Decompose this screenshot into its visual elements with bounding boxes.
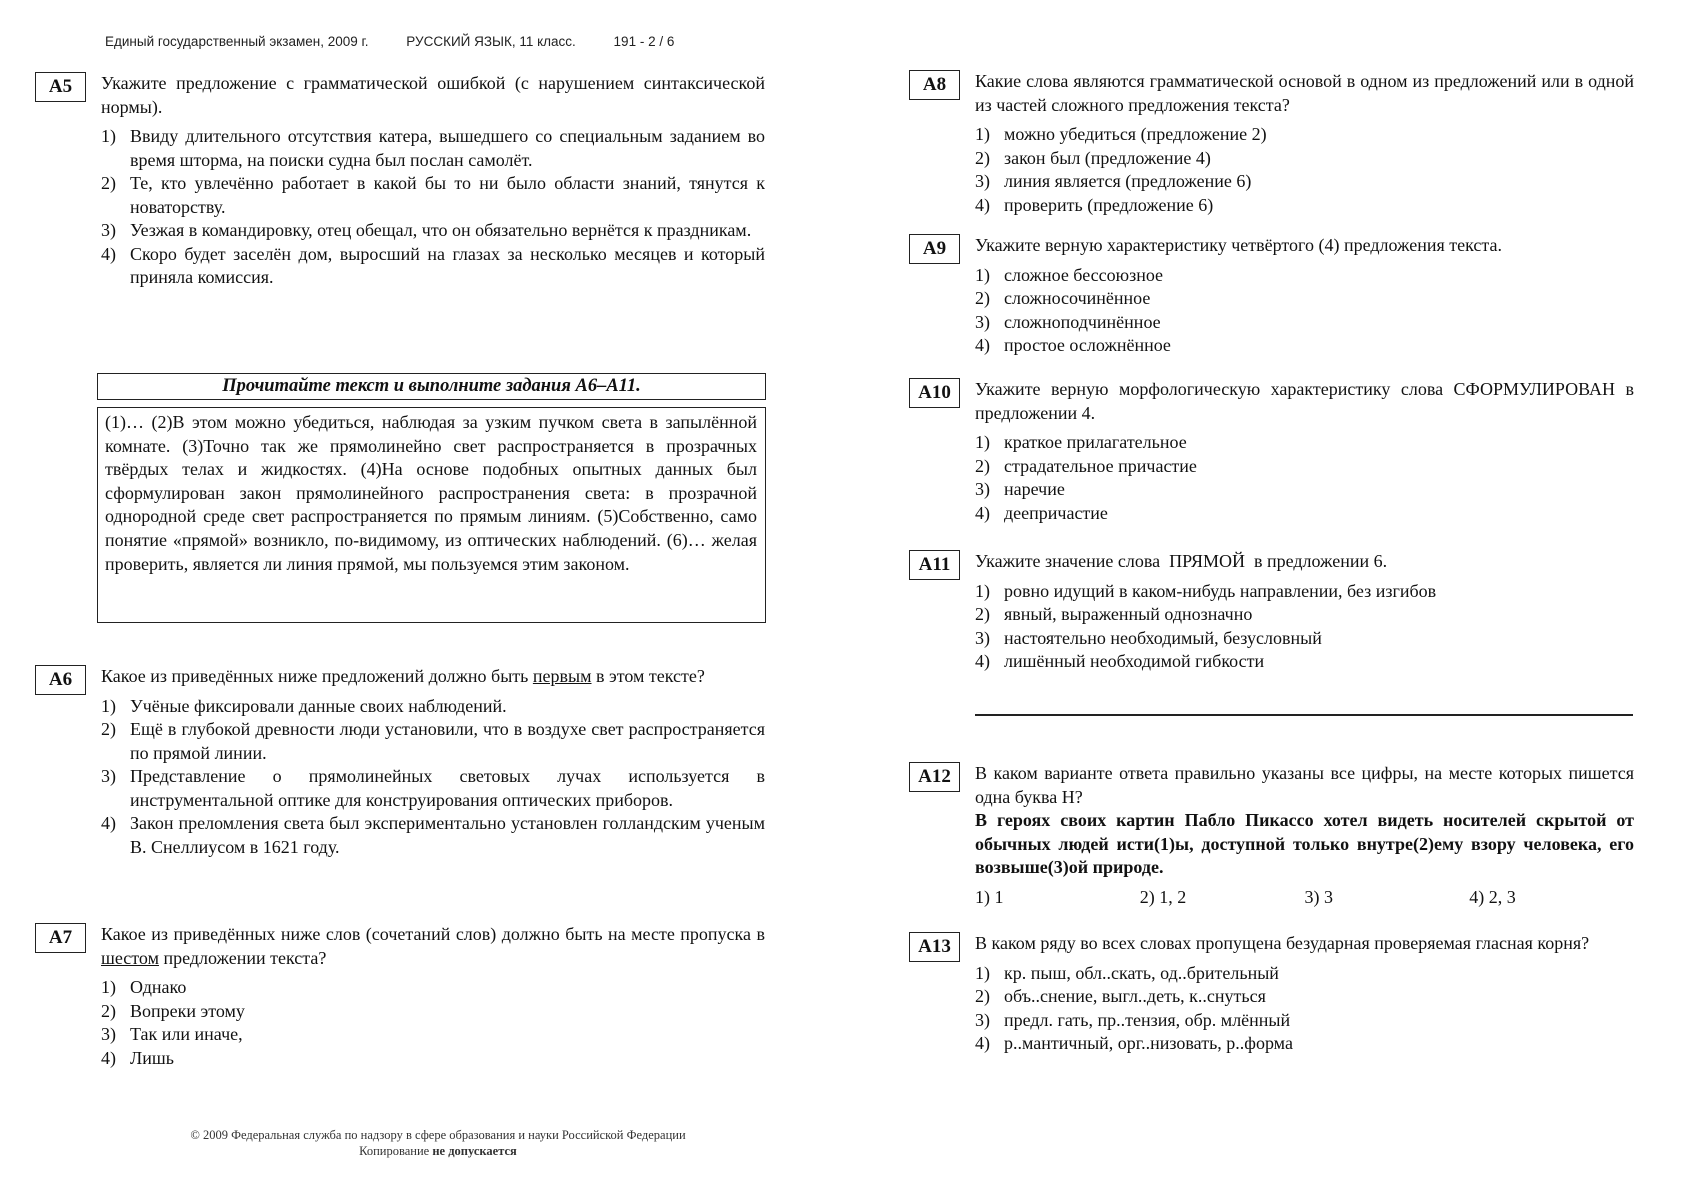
answer-option [975, 287, 1634, 311]
task-label: А5 [35, 72, 86, 102]
task-a8 [909, 70, 1634, 217]
footer-copy-note: Копирование не допускается [359, 1144, 517, 1158]
answer-option [975, 478, 1634, 502]
option-4: 4) 2, 3 [1469, 886, 1516, 907]
option-text: Закон преломления света был экспериментально установлен голландским ученым В. Снеллиусом в 1621 году. [130, 813, 765, 857]
section-divider [975, 714, 1633, 716]
option-text: закон был (предложение 4) [1004, 147, 1211, 168]
option-text: Уезжая в командировку, отец обещал, что он обязательно вернётся к праздникам. [130, 220, 752, 240]
option-text: Те, кто увлечённо работает в какой бы то ни было области знаний, тянутся к новаторству. [130, 173, 765, 217]
answer-option [975, 1032, 1634, 1056]
header-code: 191 - 2 / 6 [613, 34, 675, 49]
option-number: 1) [101, 126, 116, 146]
task-question: Укажите верную характеристику четвёртого (4) предложения текста. [975, 235, 1502, 255]
option-number: 3) [101, 766, 116, 786]
option-number: 2) [101, 173, 116, 193]
footer-copyright: © 2009 Федеральная служба по надзору в сфере образования и науки Российской Федерации [190, 1128, 686, 1142]
options-list [975, 962, 1634, 1056]
option-text: Представление о прямолинейных световых лучах используется в инструментальной оптике для конструирования оптических приборов. [130, 766, 765, 810]
option-text: р..мантичный, орг..низовать, р..форма [1004, 1033, 1293, 1053]
answer-option [975, 455, 1634, 479]
options-list [975, 264, 1634, 358]
option-text: Так или иначе, [130, 1024, 243, 1044]
task-question: Укажите значение слова ПРЯМОЙ в предложении 6. [975, 551, 1388, 571]
task-label: А8 [909, 70, 960, 100]
answer-option [101, 976, 765, 1000]
answer-option [101, 1047, 765, 1071]
answer-option [101, 172, 765, 219]
option-text: объ..снение, выгл..деть, к..снуться [1004, 986, 1266, 1006]
option-number: 4) [975, 1033, 990, 1053]
option-text: сложносочинённое [1004, 288, 1151, 308]
task-label: А6 [35, 665, 86, 695]
option-text: явный, выраженный однозначно [1004, 604, 1253, 624]
option-text: простое осложнённое [1004, 335, 1171, 355]
task-a13 [909, 932, 1634, 1056]
task-sentence: В героях своих картин Пабло Пикассо хотел видеть носителей скрытой от обычных людей исти(1)ы, доступной только внутре(2)ему взору человека, его возвыше(3)ой природе. [975, 810, 1634, 877]
options-list [101, 976, 765, 1070]
options-list [101, 695, 765, 860]
page-header [105, 30, 708, 54]
question-text-start: Какое из приведённых ниже слов (сочетаний слов) должно быть на месте пропуска в [101, 924, 765, 944]
task-a6 [35, 665, 765, 859]
task-question [101, 665, 765, 689]
answer-option [101, 1023, 765, 1047]
option-number: 3) [975, 479, 990, 499]
option-number: 4) [975, 335, 990, 355]
option-number: 2) [101, 1000, 116, 1021]
answer-option [975, 170, 1634, 194]
option-number: 1) [101, 695, 116, 716]
task-label: А13 [909, 932, 960, 962]
answer-option [101, 812, 765, 859]
option-text: страдательное причастие [1004, 455, 1197, 476]
option-number: 3) [975, 627, 990, 648]
option-number: 3) [101, 1024, 116, 1044]
options-list [101, 125, 765, 290]
option-number: 1) [101, 977, 116, 997]
task-label: А12 [909, 762, 960, 792]
option-3: 3) 3 [1304, 886, 1333, 907]
underlined-word: первым [532, 666, 592, 686]
answer-option [101, 1000, 765, 1024]
option-1: 1) 1 [975, 886, 1004, 907]
option-text: Лишь [130, 1047, 174, 1068]
task-label: А10 [909, 378, 960, 408]
task-a10 [909, 378, 1634, 525]
option-number: 4) [101, 1047, 116, 1068]
option-text: настоятельно необходимый, безусловный [1004, 627, 1322, 648]
answer-option [975, 264, 1634, 288]
option-number: 4) [101, 813, 116, 833]
answer-option [975, 431, 1634, 455]
answer-option [101, 765, 765, 812]
answer-option [101, 219, 765, 243]
option-number: 1) [975, 432, 990, 452]
question-text-end: в этом тексте? [591, 666, 705, 686]
option-number: 1) [975, 962, 990, 983]
option-number: 4) [975, 502, 990, 523]
page-footer [168, 1127, 708, 1159]
header-exam: Единый государственный экзамен, 2009 г. [105, 34, 369, 49]
option-text: Однако [130, 977, 187, 997]
answer-option [975, 123, 1634, 147]
task-label: А11 [909, 550, 960, 580]
answer-option [975, 194, 1634, 218]
option-number: 3) [975, 171, 990, 191]
task-question: Укажите верную морфологическую характеристику слова СФОРМУЛИРОВАН в предложении 4. [975, 379, 1634, 423]
task-a12 [909, 762, 1634, 909]
option-number: 2) [975, 455, 990, 476]
task-question [101, 923, 765, 970]
answer-option [975, 1009, 1634, 1033]
task-label: А9 [909, 234, 960, 264]
question-text-start: Какое из приведённых ниже предложений должно быть [101, 666, 533, 686]
option-text: Скоро будет заселён дом, выросший на глазах за несколько месяцев и который приняла комиссия. [130, 243, 765, 287]
option-number: 2) [975, 147, 990, 168]
answer-option [101, 243, 765, 290]
answer-option [975, 334, 1634, 358]
option-number: 1) [975, 124, 990, 144]
options-list [975, 431, 1634, 525]
answer-option [975, 147, 1634, 171]
task-question: В каком варианте ответа правильно указаны все цифры, на месте которых пишется одна буква Н? [975, 763, 1634, 807]
option-number: 3) [101, 220, 116, 240]
option-number: 2) [101, 719, 116, 739]
task-question: В каком ряду во всех словах пропущена безударная проверяемая гласная корня? [975, 933, 1590, 953]
answer-option [101, 695, 765, 719]
answer-option [101, 125, 765, 172]
option-number: 4) [975, 651, 990, 671]
option-text: Ещё в глубокой древности люди установили, что в воздухе свет распространяется по прямой линии. [130, 719, 765, 763]
task-question: Укажите предложение с грамматической ошибкой (с нарушением синтаксической нормы). [101, 73, 765, 117]
answer-option [975, 311, 1634, 335]
answer-option [975, 962, 1634, 986]
option-number: 3) [975, 311, 990, 332]
answer-option [975, 985, 1634, 1009]
task-a9 [909, 234, 1634, 358]
option-number: 4) [975, 194, 990, 215]
option-text: Ввиду длительного отсутствия катера, вышедшего со специальным заданием во время шторма, на поиски судна был послан самолёт. [130, 126, 765, 170]
option-text: линия является (предложение 6) [1004, 171, 1252, 191]
reading-text: (1)… (2)В этом можно убедиться, наблюдая за узким пучком света в запылённой комнате. (3)Точно так же прямолинейно свет распространяется в прозрачных твёрдых телах и жидкостях. (4)На основе подобных опытных данных был сформулирован закон прямолинейного распространения света: в прозрачной однородной среде свет распространяется по прямым линиям. (5)Собственно, само понятие «прямой» возникло, по-видимому, из оптических наблюдений. (6)… желая проверить, является ли линия прямой, мы пользуемся этим законом. [97, 407, 766, 623]
task-a11 [909, 550, 1634, 674]
option-text: сложноподчинённое [1004, 311, 1161, 332]
option-number: 3) [975, 1009, 990, 1030]
underlined-word: шестом [101, 947, 159, 968]
option-number: 1) [975, 264, 990, 285]
answer-option [975, 650, 1634, 674]
option-2: 2) 1, 2 [1139, 886, 1187, 907]
option-text: Учёные фиксировали данные своих наблюдений. [130, 695, 507, 716]
task-question: Какие слова являются грамматической основой в одном из предложений или в одной из частей сложного предложения текста? [975, 71, 1634, 115]
option-text: лишённый необходимой гибкости [1004, 651, 1265, 671]
task-label: А7 [35, 923, 86, 953]
option-number: 2) [975, 288, 990, 308]
option-text: предл. гать, пр..тензия, обр. млённый [1004, 1009, 1291, 1030]
option-number: 2) [975, 604, 990, 624]
task-a5 [35, 72, 765, 290]
option-text: ровно идущий в каком-нибудь направлении, без изгибов [1004, 580, 1437, 601]
answer-option [975, 580, 1634, 604]
options-list [975, 580, 1634, 674]
answer-option [975, 627, 1634, 651]
answer-option [975, 502, 1634, 526]
option-text: наречие [1004, 479, 1065, 499]
option-text: краткое прилагательное [1004, 432, 1187, 452]
option-number: 1) [975, 580, 990, 601]
option-text: можно убедиться (предложение 2) [1004, 124, 1267, 144]
option-text: Вопреки этому [130, 1000, 245, 1021]
option-number: 2) [975, 986, 990, 1006]
header-subject: РУССКИЙ ЯЗЫК, 11 класс. [406, 34, 576, 49]
task-a7 [35, 923, 765, 1070]
option-text: сложное бессоюзное [1004, 264, 1164, 285]
option-text: кр. пыш, обл..скать, од..брительный [1004, 962, 1279, 983]
options-row [975, 886, 1634, 910]
question-text-end: предложении текста? [158, 947, 327, 968]
answer-option [101, 718, 765, 765]
option-text: деепричастие [1004, 502, 1108, 523]
option-text: проверить (предложение 6) [1004, 194, 1214, 215]
options-list [975, 123, 1634, 217]
option-number: 4) [101, 243, 116, 264]
reading-instruction: Прочитайте текст и выполните задания А6–А11. [97, 373, 766, 400]
answer-option [975, 603, 1634, 627]
